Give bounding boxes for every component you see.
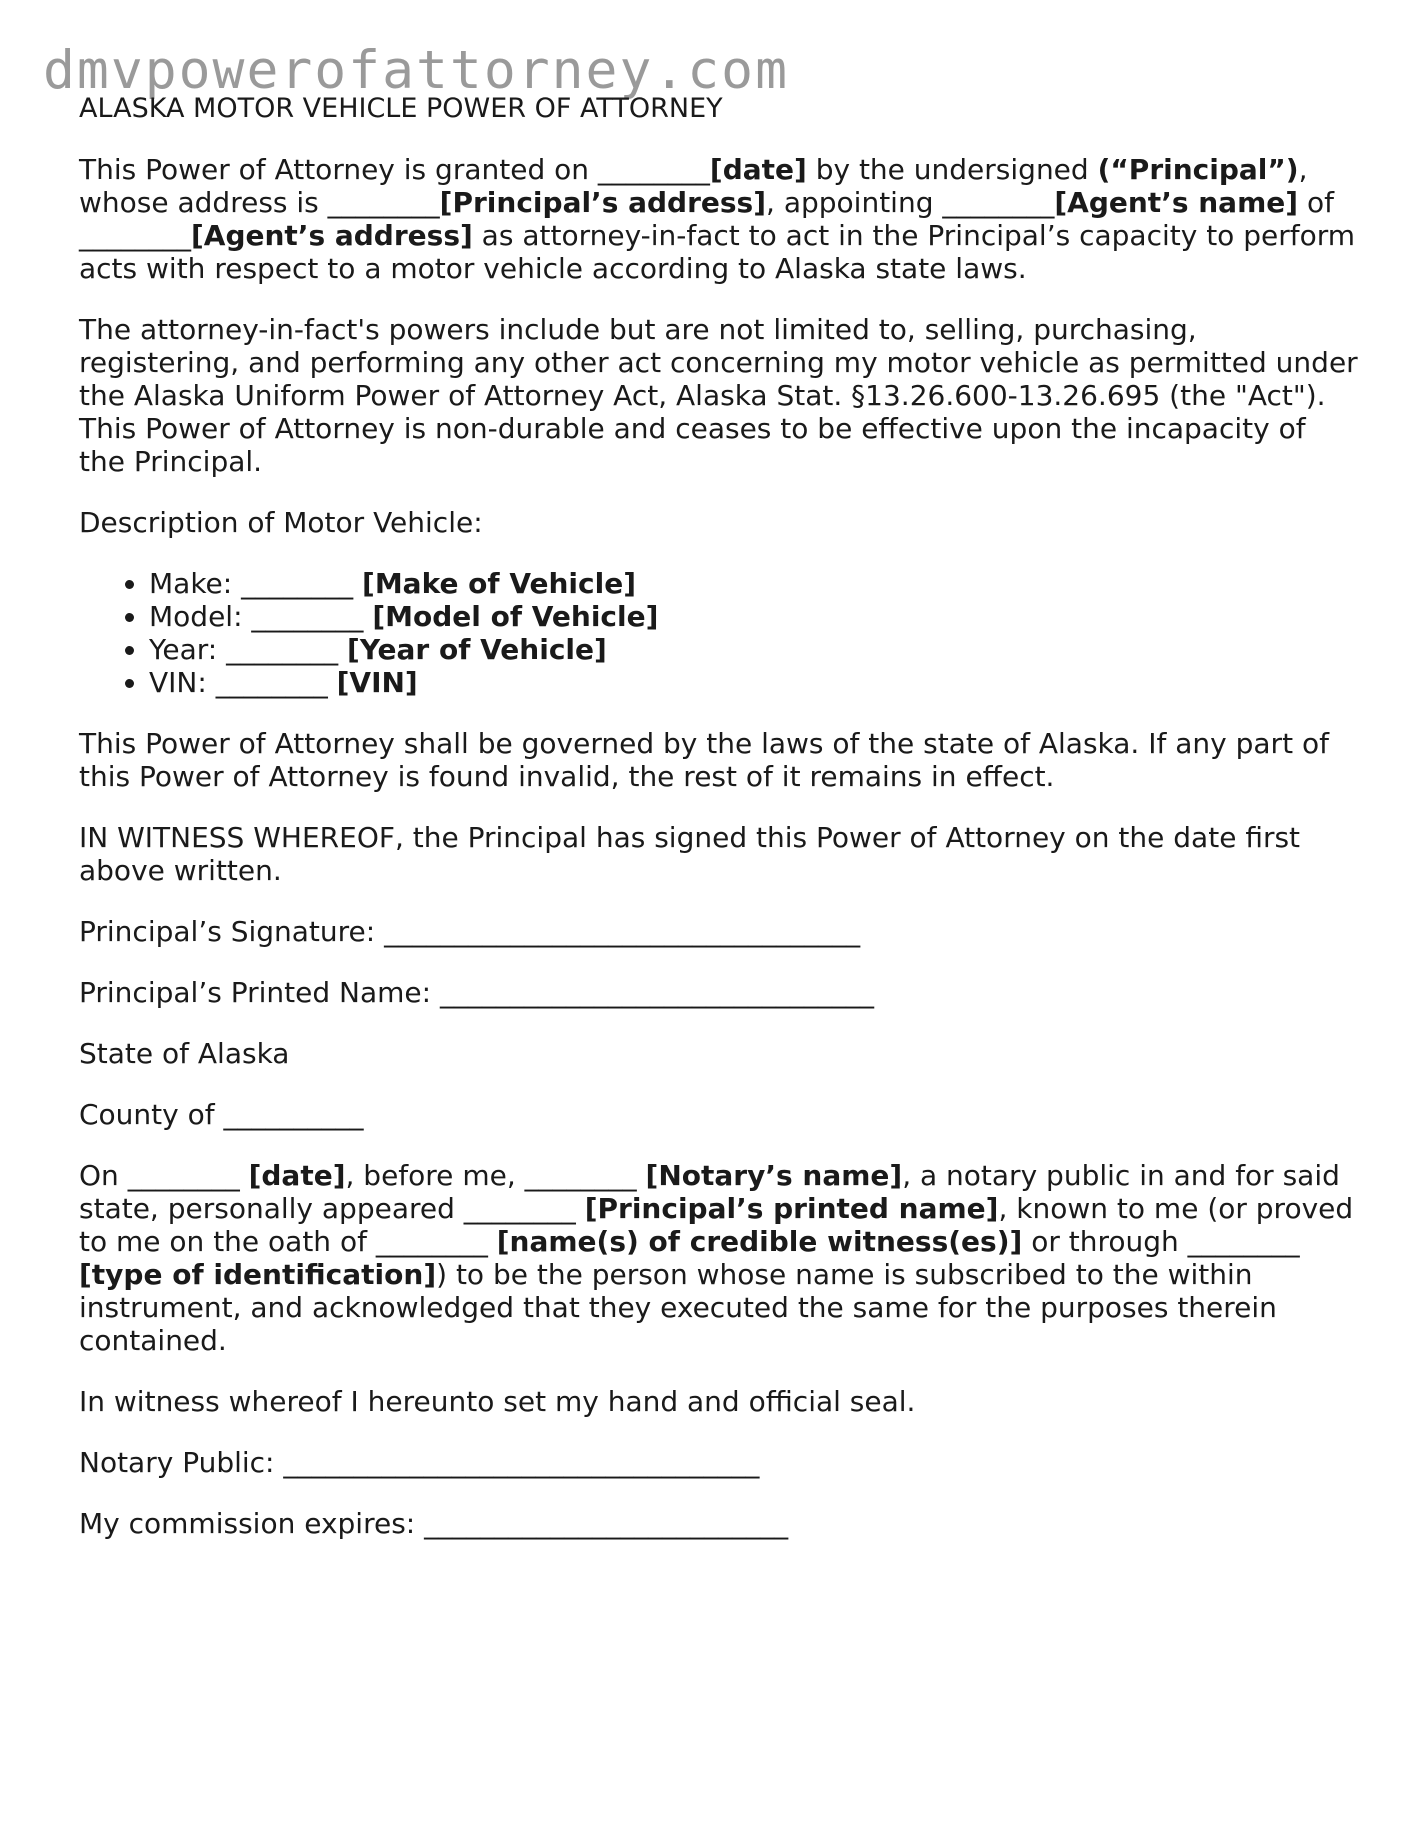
vin-field: [VIN] bbox=[336, 666, 418, 699]
list-item: • VIN: ________ [VIN] bbox=[149, 666, 1359, 699]
blank-line: ________ bbox=[942, 186, 1055, 219]
model-field: [Model of Vehicle] bbox=[372, 600, 659, 633]
intro-paragraph: This Power of Attorney is granted on ________[date] by the undersigned (“Principal”), whose address is ________[Principal’s address], appointing ________[Agent’s name] of ________[Agent’s address] as attorney-in-fact to act in the Principal’s capacity to perform acts with respect to a motor vehicle according to Alaska state laws. bbox=[79, 153, 1355, 285]
list-item: • Make: ________ [Make of Vehicle] bbox=[149, 567, 1359, 600]
document-body bbox=[79, 92, 1359, 1568]
state-line: State of Alaska bbox=[79, 1037, 290, 1070]
notary-date-field: [date] bbox=[248, 1159, 346, 1192]
blank-line: ________ bbox=[597, 153, 710, 186]
principal-address-field: [Principal’s address] bbox=[439, 186, 767, 219]
powers-paragraph: The attorney-in-fact's powers include but are not limited to, selling, purchasing, registering, and performing any other act concerning my motor vehicle as permitted under the Alaska Uniform Power of Attorney Act, Alaska Stat. §13.26.600-13.26.695 (the "Act"). This Power of Attorney is non-durable and ceases to be effective upon the incapacity of the Principal. bbox=[79, 313, 1358, 478]
agent-address-field: [Agent’s address] bbox=[191, 219, 473, 252]
principal-printed-name-line: Principal’s Printed Name: _______________________________ bbox=[79, 976, 874, 1009]
county-line: County of __________ bbox=[79, 1098, 364, 1131]
site-watermark: dmvpowerofattorney.com bbox=[43, 40, 789, 101]
identification-type-field: [type of identification] bbox=[79, 1258, 437, 1291]
notary-name-field: [Notary’s name] bbox=[645, 1159, 903, 1192]
witnesses-field: [name(s) of credible witness(es)] bbox=[496, 1225, 1023, 1258]
vehicle-list bbox=[79, 567, 1359, 699]
document-title: ALASKA MOTOR VEHICLE POWER OF ATTORNEY bbox=[79, 93, 723, 124]
commission-expires-line: My commission expires: __________________________ bbox=[79, 1507, 789, 1540]
vehicle-heading: Description of Motor Vehicle: bbox=[79, 506, 483, 539]
year-field: [Year of Vehicle] bbox=[347, 633, 607, 666]
governing-law-paragraph: This Power of Attorney shall be governed by the laws of the state of Alaska. If any part of this Power of Attorney is found invalid, the rest of it remains in effect. bbox=[79, 727, 1329, 793]
seal-paragraph: In witness whereof I hereunto set my hand and official seal. bbox=[79, 1385, 916, 1418]
list-item: • Model: ________ [Model of Vehicle] bbox=[149, 600, 1359, 633]
blank-line: ________ bbox=[327, 186, 440, 219]
blank-line: ________ bbox=[79, 219, 191, 252]
notary-paragraph: On ________ [date], before me, ________ [Notary’s name], a notary public in and for said state, personally appeared ________ [Principal’s printed name], known to me (or proved to me on the oath of ________ [name(s) of credible witness(es)] or through ________ [type of identification]) to be the person whose name is subscribed to the within instrument, and acknowledged that they executed the same for the purposes therein contained. bbox=[79, 1159, 1354, 1357]
principal-term: (“Principal”) bbox=[1097, 153, 1299, 186]
notary-public-line: Notary Public: __________________________________ bbox=[79, 1446, 760, 1479]
witness-paragraph: IN WITNESS WHEREOF, the Principal has signed this Power of Attorney on the date first above written. bbox=[79, 821, 1301, 887]
date-field: [date] bbox=[709, 153, 807, 186]
principal-signature-line: Principal’s Signature: __________________________________ bbox=[79, 915, 861, 948]
principal-printed-name-field: [Principal’s printed name] bbox=[584, 1192, 999, 1225]
make-field: [Make of Vehicle] bbox=[362, 567, 636, 600]
list-item: • Year: ________ [Year of Vehicle] bbox=[149, 633, 1359, 666]
agent-name-field: [Agent’s name] bbox=[1054, 186, 1299, 219]
